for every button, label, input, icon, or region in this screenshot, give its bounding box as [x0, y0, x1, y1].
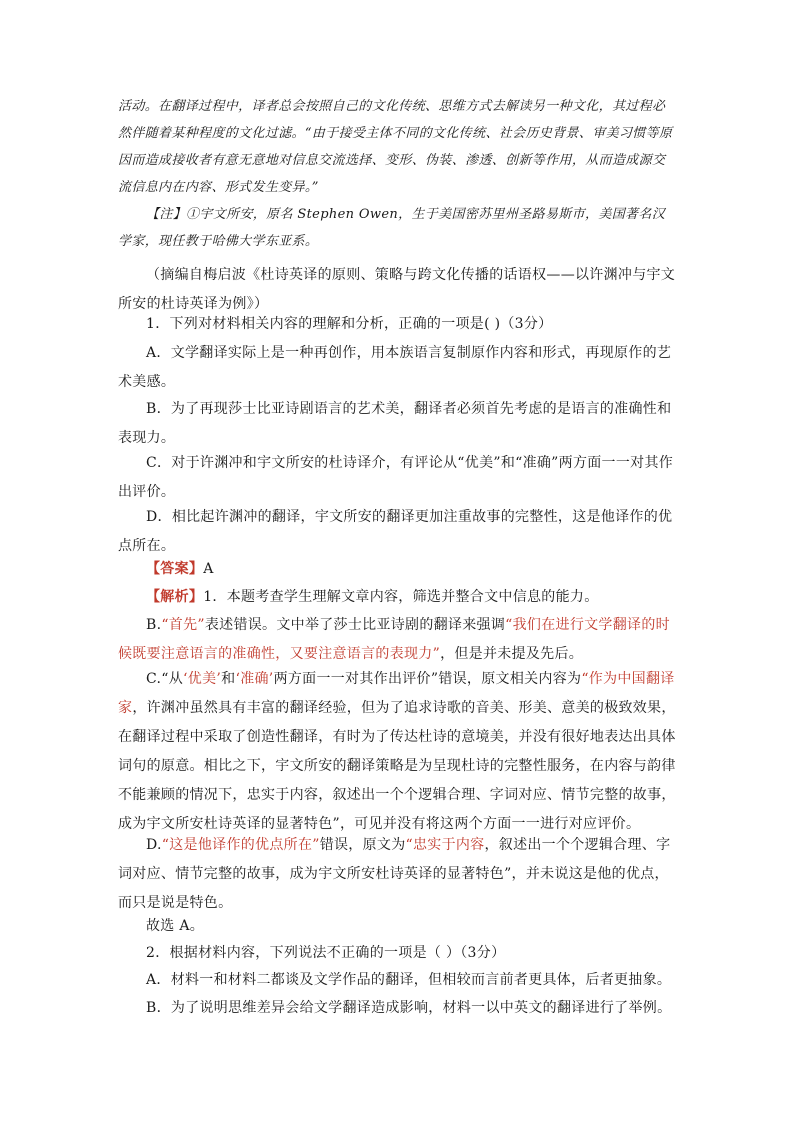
analysis-option-b [118, 611, 678, 669]
question-2-option-b: B．为了说明思维差异会给文学翻译造成影响，材料一以中英文的翻译进行了举例。 [146, 1000, 672, 1016]
question-1-stem: 1．下列对材料相关内容的理解和分析，正确的一项是( )（3分） [146, 316, 553, 332]
question-1-option-d: D．相比起许渊冲的翻译，宇文所安的翻译更加注重故事的完整性，这是他译作的优点所在。 [118, 509, 673, 554]
translator-note: 【注】①宇文所安，原名 Stephen Owen，生于美国密苏里州圣路易斯市，美国著名汉学家，现任教于哈佛大学东亚系。 [118, 207, 666, 249]
b-prefix: B. [146, 617, 162, 633]
c-quote-3: “作为中国翻译家 [118, 671, 675, 716]
d-prefix: D. [146, 837, 162, 853]
d-quote-2: “忠实于内容 [405, 837, 485, 853]
answer-label: 【答案】 [146, 561, 204, 577]
b-text-2: ，但是并未提及先后。 [440, 646, 584, 662]
b-quote-2: “我们在进行文学翻译的时候既要注意语言的准确性，又要注意语言的表现力” [118, 617, 670, 662]
question-1-option-b: B．为了再现莎士比亚诗剧语言的艺术美，翻译者必须首先考虑的是语言的准确性和表现力。 [118, 401, 672, 446]
d-text-2: ，叙述出一个个逻辑合理、字词对应、情节完整的故事，成为宇文所安杜诗英译的显著特色”，并未说这是他的优点，而只是说是特色。 [118, 837, 671, 911]
passage-paragraph: 活动。在翻译过程中，译者总会按照自己的文化传统、思维方式去解读另一种文化，其过程必然伴随着某种程度的文化过滤。“由于接受主体不同的文化传统、社会历史背景、审美习惯等原因而造成接收者有意无意地对信息交流选择、变形、伪装、渗透、创新等作用，从而造成源交流信息内在内容、形式发生变异。” [118, 99, 673, 195]
question-1-option-c: C．对于许渊冲和宇文所安的杜诗译介，有评论从“优美”和“准确”两方面一一对其作出评价。 [118, 455, 674, 500]
analysis-conclusion: 故选 A。 [146, 918, 205, 934]
source-citation: （摘编自梅启波《杜诗英译的原则、策略与跨文化传播的话语权——以许渊冲与宇文所安的杜诗英译为例》） [118, 267, 676, 312]
c-prefix: C.“从 [146, 671, 184, 687]
analysis-intro [118, 583, 678, 612]
c-text-2: ，许渊冲虽然具有丰富的翻译经验，但为了追求诗歌的音美、形美、意美的极致效果，在翻译过程中采取了创造性翻译，有时为了传达杜诗的意境美，并没有很好地表达出具体词句的原意。相比之下，宇文所安的翻译策略是为呈现杜诗的完整性服务，在内容与韵律不能兼顾的情况下，忠实于内容，叙述出一个个逻辑合理、字词对应、情节完整的故事，成为宇文所安杜诗英译的显著特色”，可见并没有将这两个方面一一进行对应评价。 [118, 700, 676, 832]
c-quote-1: ‘优美’ [183, 671, 222, 687]
analysis-option-c [118, 665, 678, 839]
c-text-1: 两方面一一对其作出评价”错误，原文相关内容为 [273, 671, 582, 687]
question-2-option-a: A．材料一和材料二都谈及文学作品的翻译，但相较而言前者更具体，后者更抽象。 [146, 972, 672, 988]
answer-line [118, 555, 678, 584]
d-quote-1: “这是他译作的优点所在” [161, 837, 320, 853]
c-mid: 和 [221, 671, 236, 687]
analysis-option-d [118, 831, 678, 918]
b-text-1: 表述错误。文中举了莎士比亚诗剧的翻译来强调 [204, 617, 506, 633]
analysis-intro-text: 1．本题考查学生理解文章内容，筛选并整合文中信息的能力。 [203, 589, 599, 605]
b-quote-1: “首先” [161, 617, 205, 633]
d-text-1: 错误，原文为 [319, 837, 406, 853]
question-2-stem: 2．根据材料内容，下列说法不正确的一项是（ ）（3分） [146, 945, 506, 961]
c-quote-2: ‘准确’ [235, 671, 274, 687]
answer-value: A [203, 561, 214, 577]
question-1-option-a: A．文学翻译实际上是一种再创作，用本族语言复制原作内容和形式，再现原作的艺术美感。 [118, 345, 672, 390]
analysis-label: 【解析】 [146, 589, 204, 605]
